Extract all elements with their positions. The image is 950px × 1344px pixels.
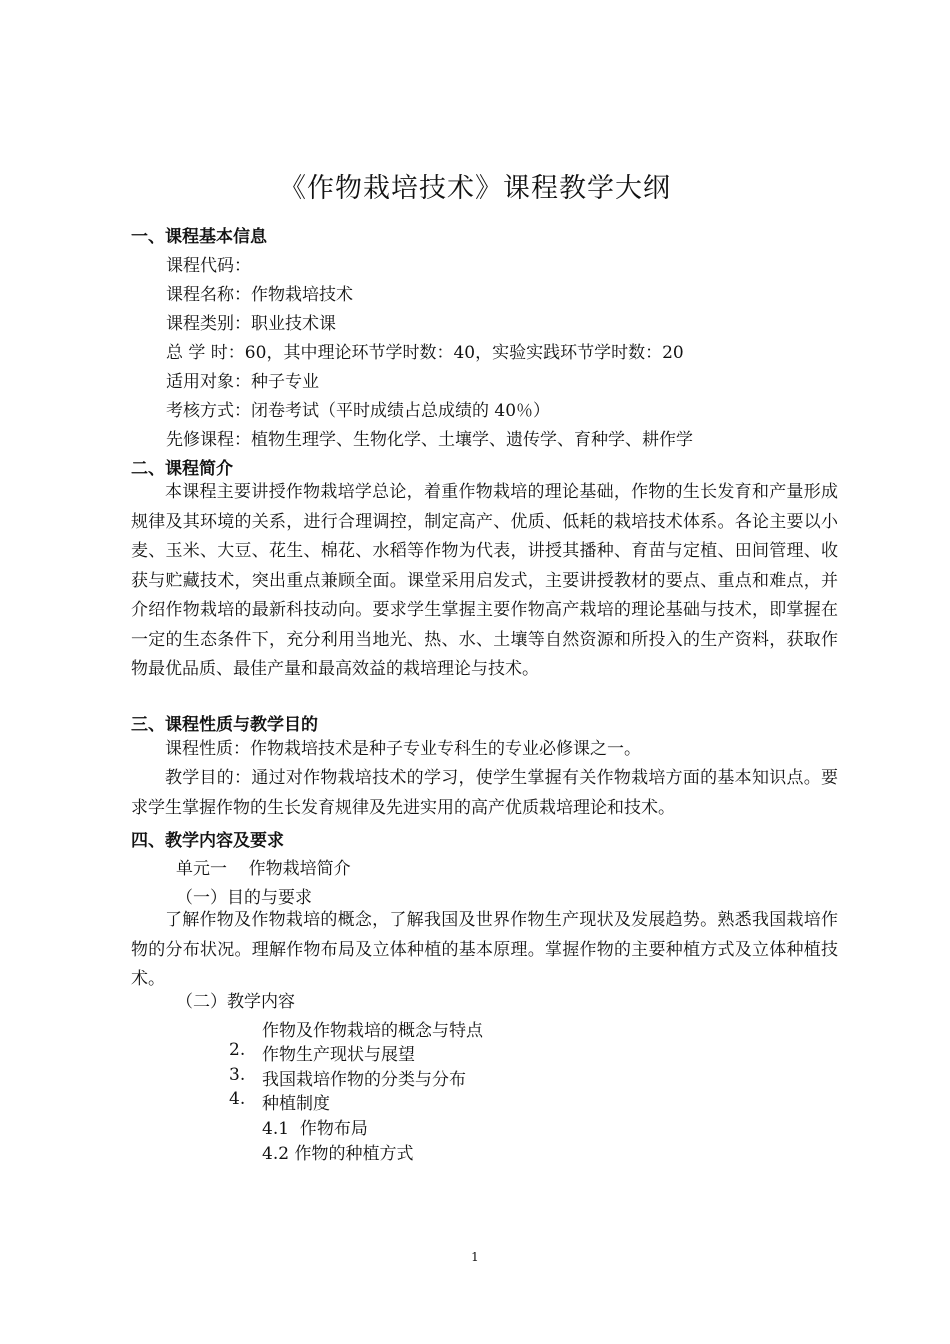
- unit-title: 单元一 作物栽培简介: [176, 859, 351, 879]
- section-heading-content: 四、教学内容及要求: [131, 831, 284, 851]
- sub-list-item: 4.2 作物的种植方式: [262, 1144, 414, 1164]
- subheading-teaching-content: （二）教学内容: [176, 992, 295, 1012]
- course-code: 课程代码：: [166, 256, 251, 276]
- list-item: 我国栽培作物的分类与分布: [262, 1070, 466, 1090]
- course-nature: 课程性质：作物栽培技术是种子专业专科生的专业必修课之一。: [165, 739, 641, 759]
- requirements-paragraph: 了解作物及作物栽培的概念，了解我国及世界作物生产现状及发展趋势。熟悉我国栽培作物的分布状况。理解作物布局及立体种植的基本原理。掌握作物的主要种植方式及立体种植技术。: [131, 910, 838, 989]
- list-item-number: 3.: [229, 1065, 246, 1085]
- document-title: 《作物栽培技术》课程教学大纲: [279, 173, 671, 204]
- list-item: 作物及作物栽培的概念与特点: [262, 1021, 483, 1041]
- list-item-number: 2.: [229, 1040, 246, 1060]
- course-exam: 考核方式：闭卷考试（平时成绩占总成绩的 40％）: [166, 401, 551, 421]
- course-hours: 总 学 时：60，其中理论环节学时数：40，实验实践环节学时数：20: [166, 343, 684, 363]
- course-prerequisites: 先修课程：植物生理学、生物化学、土壤学、遗传学、育种学、耕作学: [166, 430, 693, 450]
- list-item: 种植制度: [262, 1094, 330, 1114]
- sub-list-item: 4.1 作物布局: [262, 1119, 368, 1139]
- section-heading-intro: 二、课程简介: [131, 459, 233, 479]
- list-item: 作物生产现状与展望: [262, 1045, 415, 1065]
- course-category: 课程类别：职业技术课: [166, 314, 336, 334]
- list-item-number: 4.: [229, 1089, 246, 1109]
- course-goal: 教学目的：通过对作物栽培技术的学习，使学生掌握有关作物栽培方面的基本知识点。要求学生掌握作物的生长发育规律及先进实用的高产优质栽培理论和技术。: [131, 768, 838, 818]
- section-heading-basic-info: 一、课程基本信息: [131, 227, 267, 247]
- section-heading-nature: 三、课程性质与教学目的: [131, 715, 318, 735]
- course-name: 课程名称：作物栽培技术: [166, 285, 353, 305]
- subheading-requirements: （一）目的与要求: [176, 888, 312, 908]
- course-target: 适用对象：种子专业: [166, 372, 319, 392]
- page-number: 1: [471, 1250, 479, 1264]
- course-intro-paragraph: 本课程主要讲授作物栽培学总论，着重作物栽培的理论基础，作物的生长发育和产量形成规律及其环境的关系，进行合理调控，制定高产、优质、低耗的栽培技术体系。各论主要以小麦、玉米、大豆、花生、棉花、水稻等作物为代表，讲授其播种、育苗与定植、田间管理、收获与贮藏技术，突出重点兼顾全面。课堂采用启发式，主要讲授教材的要点、重点和难点，并介绍作物栽培的最新科技动向。要求学生掌握主要作物高产栽培的理论基础与技术，即掌握在一定的生态条件下，充分利用当地光、热、水、土壤等自然资源和所投入的生产资料，获取作物最优品质、最佳产量和最高效益的栽培理论与技术。: [131, 482, 838, 679]
